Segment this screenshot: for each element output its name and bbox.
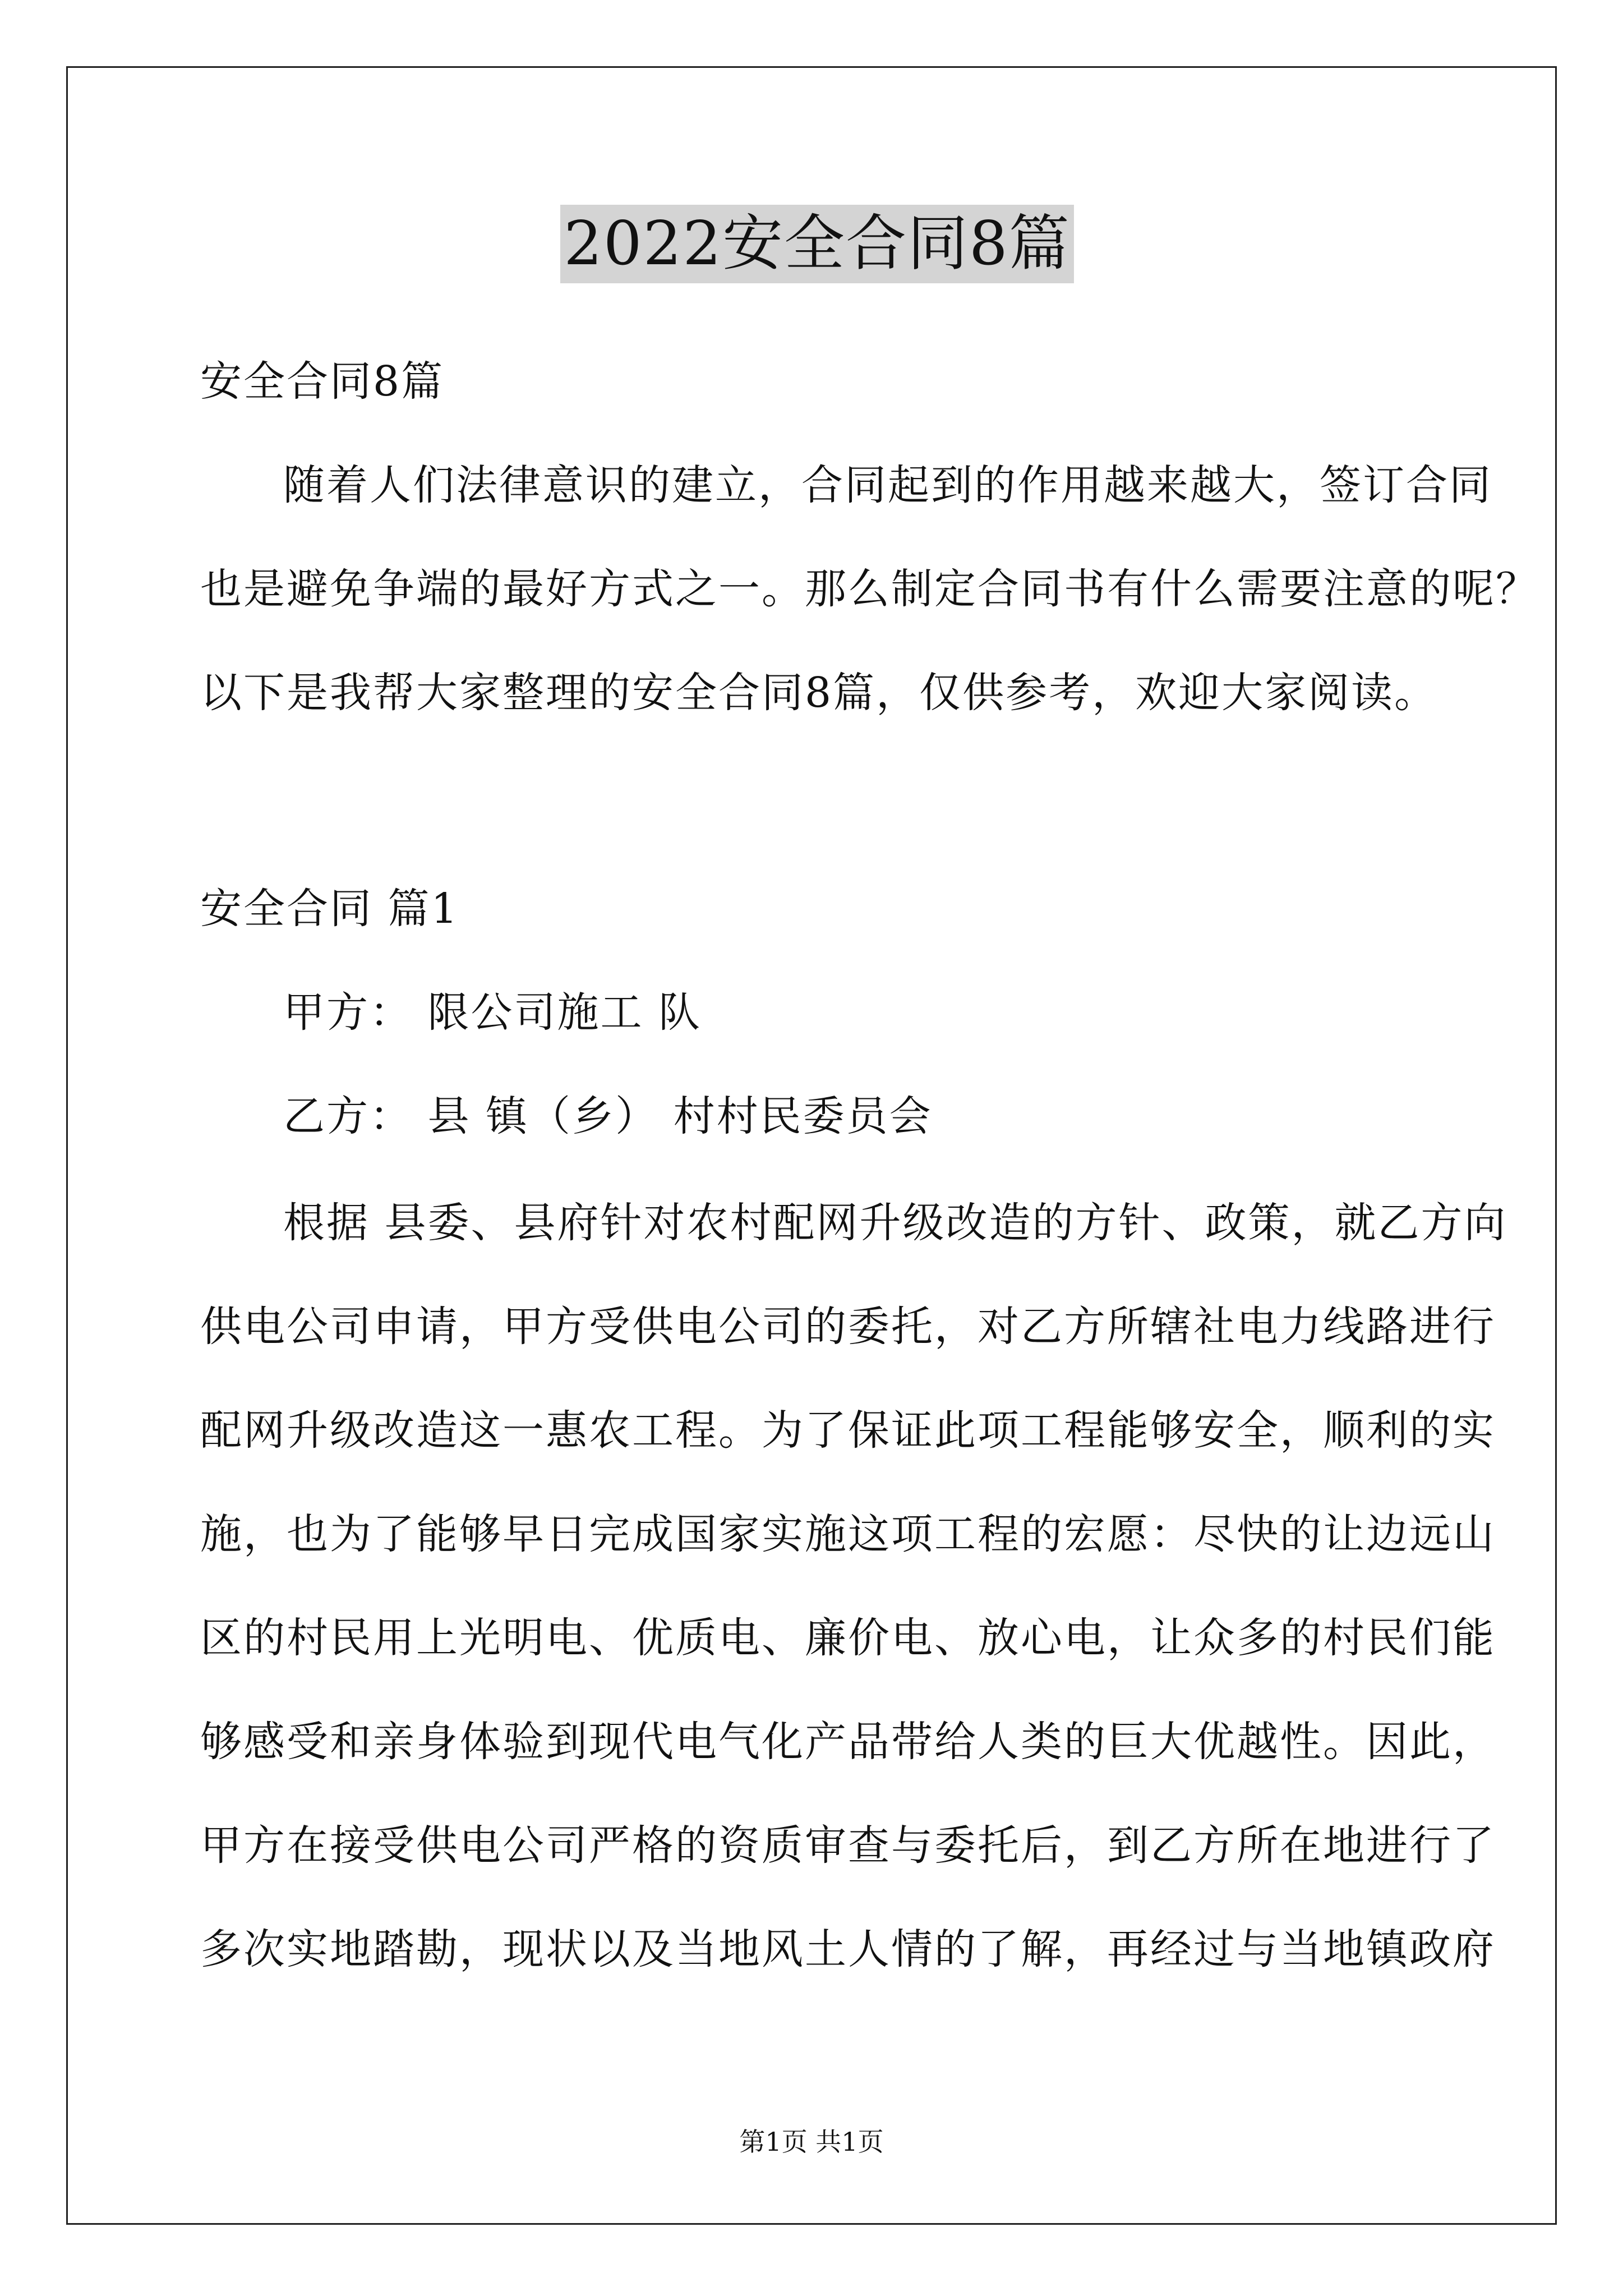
party-b: 乙方： 县 镇（乡） 村村民委员会 <box>283 1092 933 1140</box>
intro-line-1: 随着人们法律意识的建立，合同起到的作用越来越大，签订合同 <box>283 461 1492 509</box>
title-container <box>200 205 1434 283</box>
intro-line-3: 以下是我帮大家整理的安全合同8篇，仅供参考，欢迎大家阅读。 <box>200 669 1438 717</box>
body-line-4: 施，也为了能够早日完成国家实施这项工程的宏愿：尽快的让边远山 <box>200 1510 1496 1558</box>
body-line-5: 区的村民用上光明电、优质电、廉价电、放心电，让众多的村民们能 <box>200 1614 1496 1662</box>
subtitle: 安全合同8篇 <box>200 357 445 406</box>
body-line-7: 甲方在接受供电公司严格的资质审查与委托后，到乙方所在地进行了 <box>200 1821 1496 1870</box>
party-a: 甲方： 限公司施工 队 <box>283 988 702 1037</box>
body-line-1: 根据 县委、县府针对农村配网升级改造的方针、政策，就乙方向 <box>283 1199 1507 1247</box>
document-title: 2022安全合同8篇 <box>560 205 1074 283</box>
page-footer: 第1页 共1页 <box>739 2127 884 2157</box>
body-line-3: 配网升级改造这一惠农工程。为了保证此项工程能够安全，顺利的实 <box>200 1406 1496 1455</box>
intro-line-2: 也是避免争端的最好方式之一。那么制定合同书有什么需要注意的呢？ <box>200 565 1539 613</box>
body-line-8: 多次实地踏勘，现状以及当地风土人情的了解，再经过与当地镇政府 <box>200 1925 1496 1973</box>
body-line-2: 供电公司申请，甲方受供电公司的委托，对乙方所辖社电力线路进行 <box>200 1303 1496 1351</box>
body-line-6: 够感受和亲身体验到现代电气化产品带给人类的巨大优越性。因此， <box>200 1718 1496 1766</box>
section-heading: 安全合同 篇1 <box>200 885 459 933</box>
